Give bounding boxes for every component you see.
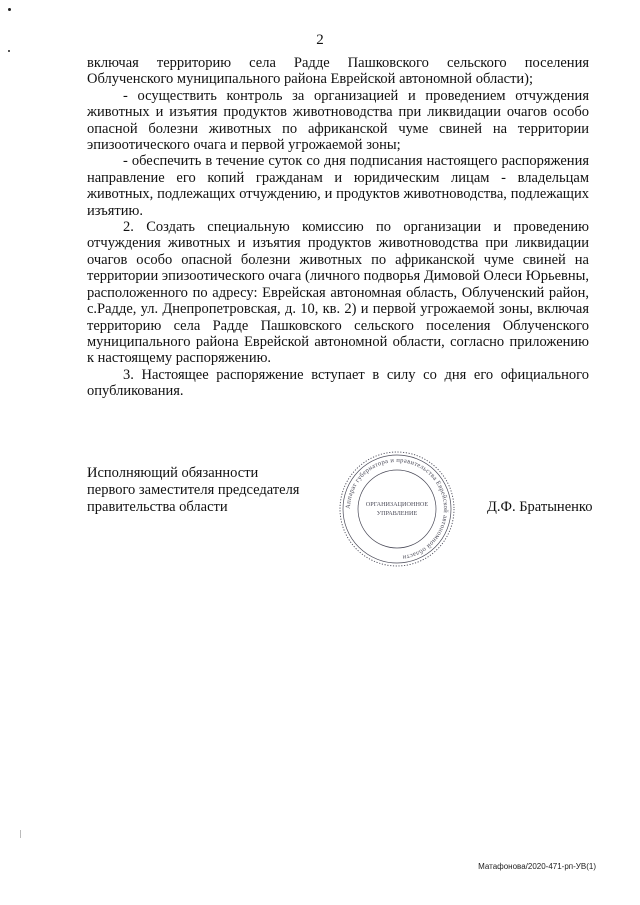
scan-dot-mark [8,8,11,11]
paragraph-control-item: - осуществить контроль за организацией и проведением отчуждения животных и изъятия продуктов животноводства при ликвидации очагов особо опасной болезни животных по африканской чуме свиней на территории эпизоотического очага и первой угрожаемой зоны; [87,87,589,154]
document-body [87,55,589,400]
scan-margin-mark [20,830,21,838]
paragraph-continuation: включая территорию села Радде Пашковского сельского поселения Облученского муниципального района Еврейской автономной области); [87,55,589,88]
paragraph-effective-date: 3. Настоящее распоряжение вступает в силу со дня его официального опубликования. [87,366,589,400]
signatory-title-line: правительства области [87,499,228,515]
paragraph-commission: 2. Создать специальную комиссию по организации и проведению отчуждения животных и изъятия продуктов животноводства при ликвидации очагов особо опасной болезни животных по африканской чуме свиней на территории эпизоотического очага (личного подворья Димовой Олеси Юрьевны, расположенного по адресу: Еврейская автономная область, Облученский район, с.Радде, ул. Днепропетровская, д. 10, кв. 2) и первой угрожаемой зоны, включая территорию села Радде Пашковского сельского поселения Облученского муниципального района Еврейской автономной области, согласно приложению к настоящему распоряжению. [87,219,589,367]
signatory-title-line: Исполняющий обязанности [87,465,259,481]
paragraph-copies-item: - обеспечить в течение суток со дня подписания настоящего распоряжения направление его копий гражданам и юридическим лицам - владельцам животных, подлежащих отчуждению, и продуктов животноводства, подлежащих изъятию. [87,153,589,219]
seal-center-line: ОРГАНИЗАЦИОННОЕ [365,501,429,508]
seal-center-line: УПРАВЛЕНИЕ [376,510,418,517]
official-seal-stamp [337,449,457,569]
svg-text:Аппарат губернатора и правител [345,457,449,561]
signatory-name: Д.Ф. Братыненко [487,499,593,515]
document-reference: Матафонова/2020-471-рп-УВ(1) [478,862,596,871]
page-number: 2 [316,32,324,48]
signatory-title [87,465,327,516]
seal-ring-text: Аппарат губернатора и правительства Еврейской автономной области [344,456,450,561]
scan-dot-mark [8,50,10,52]
signatory-title-line: первого заместителя председателя [87,482,300,498]
